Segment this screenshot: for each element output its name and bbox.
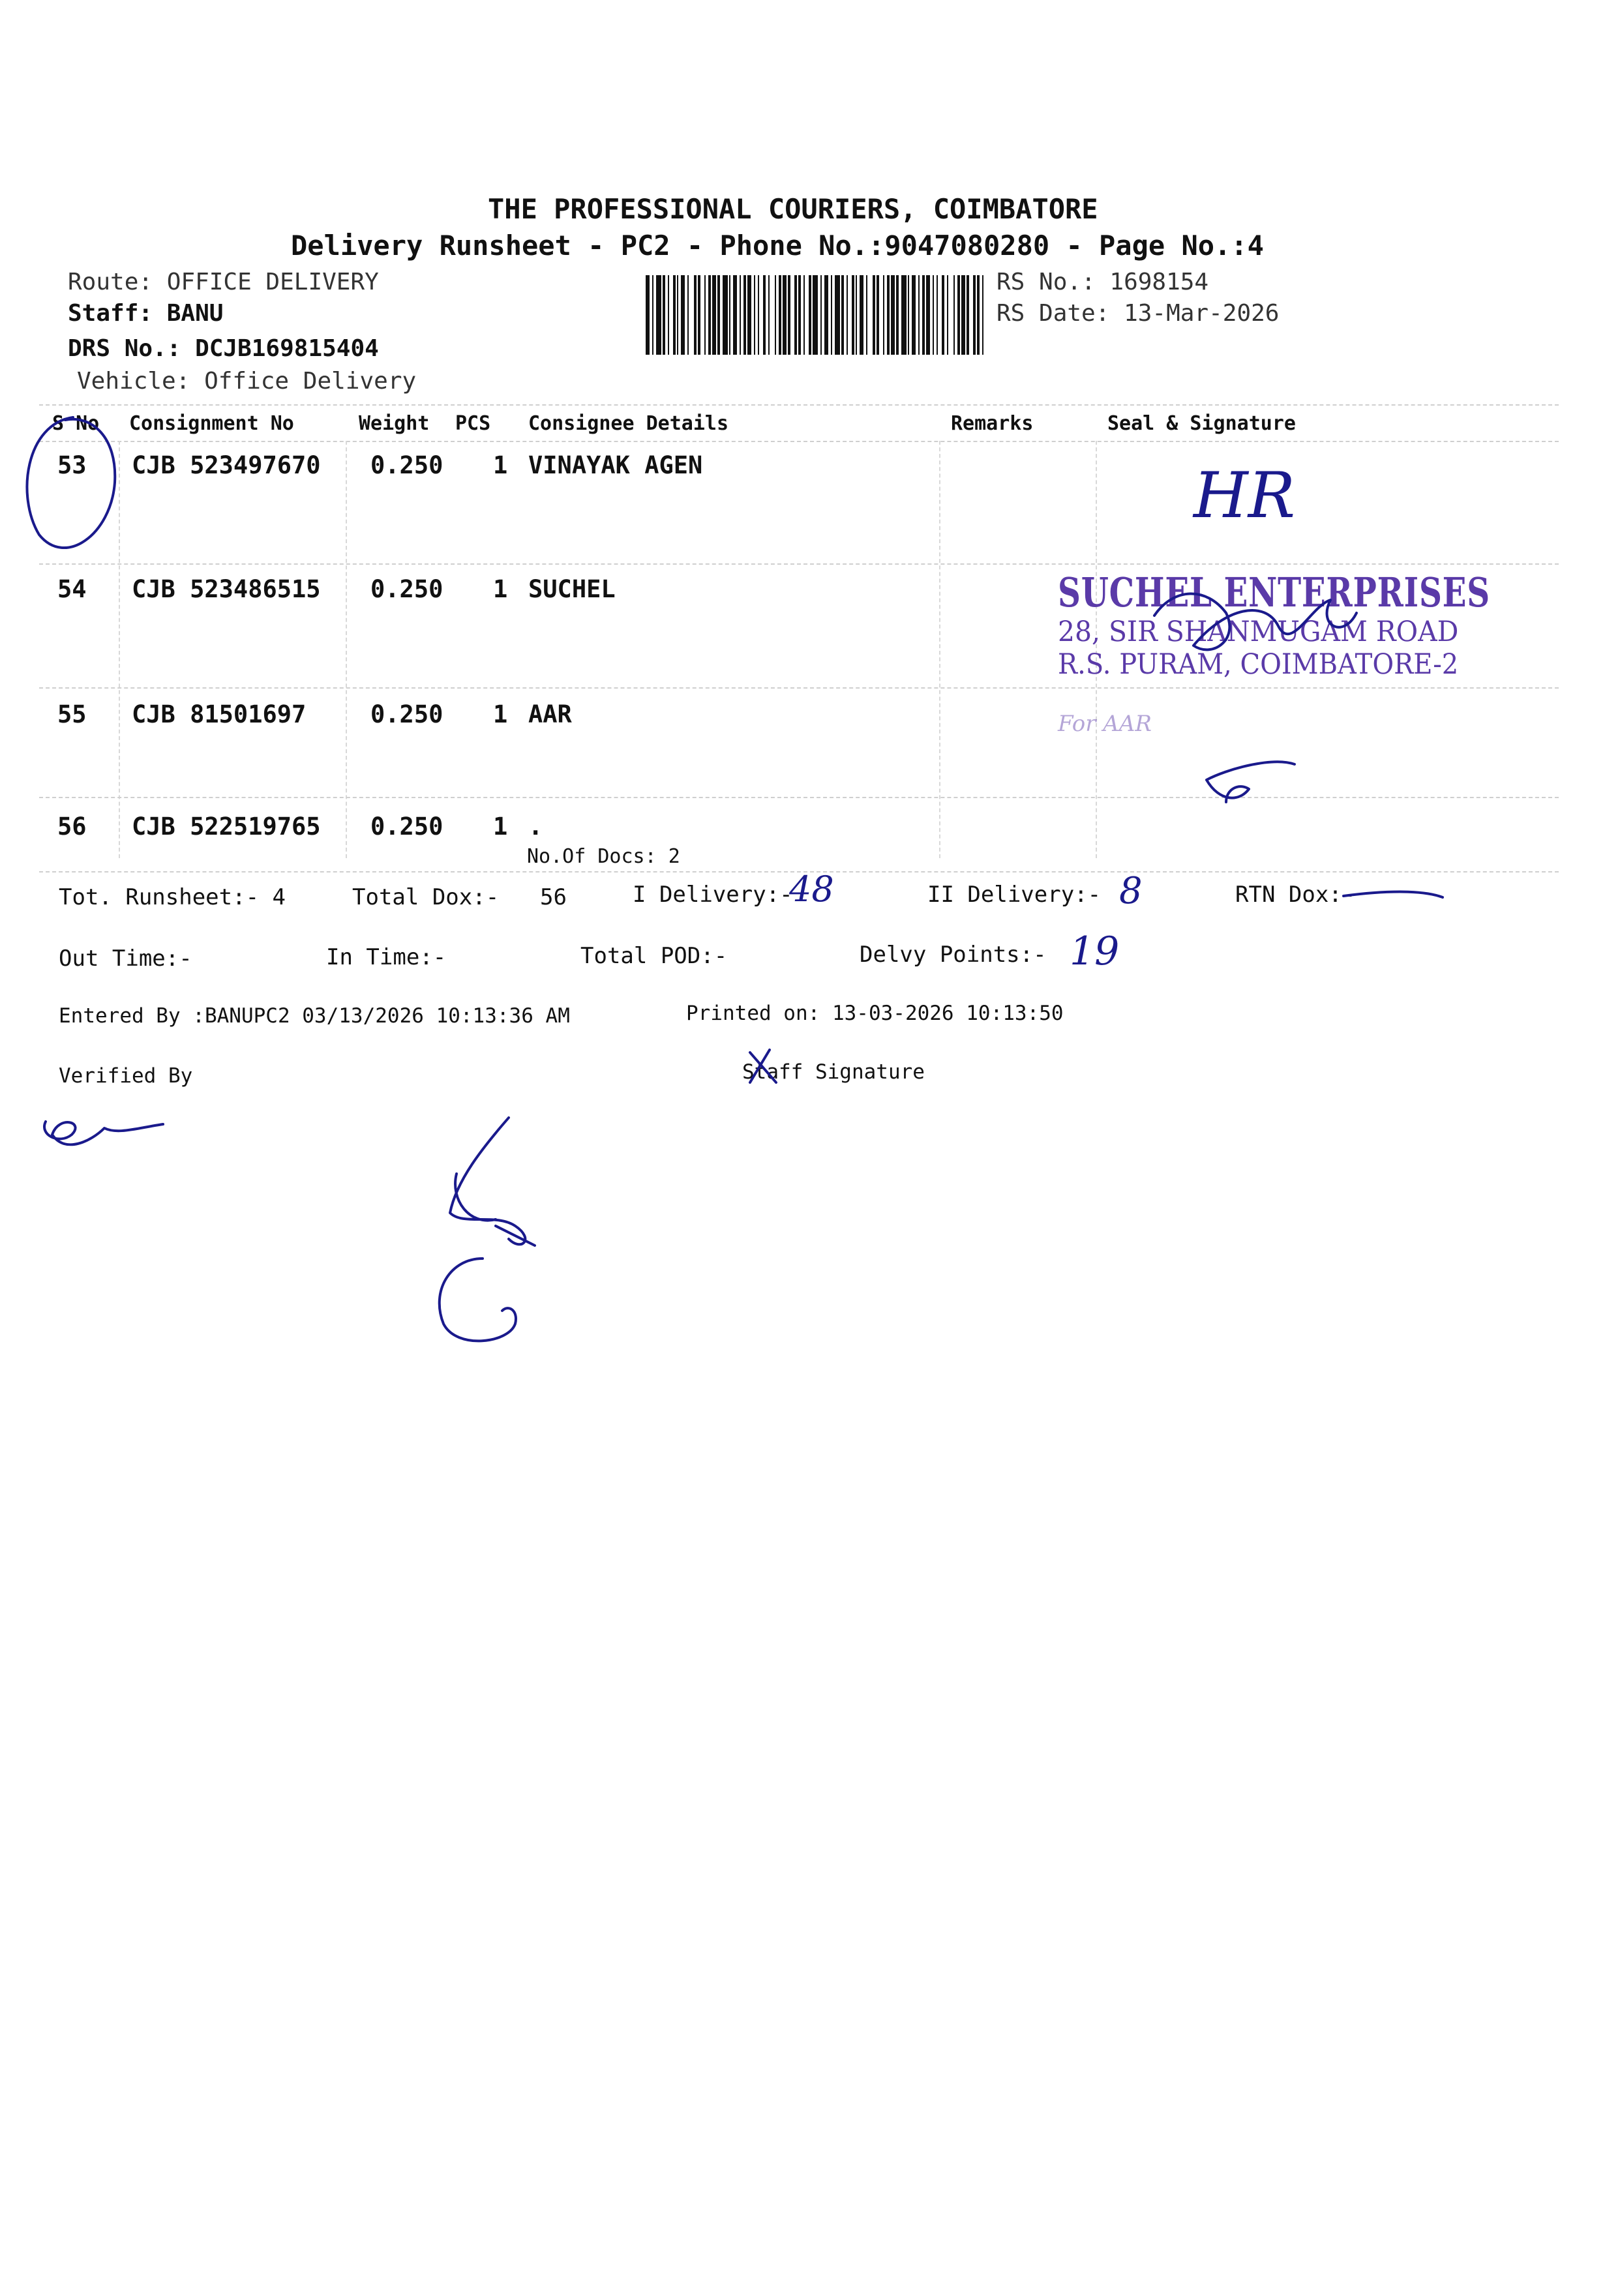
printed-on: Printed on: 13-03-2026 10:13:50 <box>686 1002 1064 1025</box>
company-name: THE PROFESSIONAL COURIERS, COIMBATORE <box>488 193 1098 225</box>
drs-number: DRS No.: DCJB169815404 <box>68 335 379 362</box>
row-weight: 0.250 <box>370 451 443 479</box>
row-pcs: 1 <box>493 700 508 728</box>
ii-delivery-handwritten: 8 <box>1119 870 1143 912</box>
stamp-line: R.S. PURAM, COIMBATORE-2 <box>1058 648 1459 681</box>
row53-handwritten-mark: HR <box>1193 459 1295 532</box>
runsheet-title: Delivery Runsheet - PC2 - Phone No.:9047080280 - Page No.:4 <box>291 230 1264 261</box>
row53-circle-mark <box>27 417 115 548</box>
staff-signature-label: Staff Signature <box>742 1060 925 1084</box>
staff-signature-mark <box>750 1050 776 1082</box>
docs-count: No.Of Docs: 2 <box>527 845 680 868</box>
row-weight: 0.250 <box>370 700 443 728</box>
row56-signature <box>1207 762 1295 802</box>
verified-by-label: Verified By <box>59 1064 193 1088</box>
row-consignee: VINAYAK AGEN <box>528 451 703 479</box>
delvy-points-label: Delvy Points:- <box>860 942 1047 968</box>
rs-number: RS No.: 1698154 <box>997 269 1209 295</box>
row-consignee: AAR <box>528 700 572 728</box>
row-pcs: 1 <box>493 451 508 479</box>
col-weight: Weight <box>359 412 430 435</box>
total-dox-value: 56 <box>540 884 567 910</box>
stamp-line: 28, SIR SHANMUGAM ROAD <box>1058 616 1459 648</box>
row54-signature <box>1154 593 1357 649</box>
row-sno: 53 <box>57 451 87 479</box>
entered-by: Entered By :BANUPC2 03/13/2026 10:13:36 AM <box>59 1004 570 1028</box>
in-time-label: In Time:- <box>326 944 447 970</box>
col-sno: S No <box>52 412 100 435</box>
delvy-points-handwritten: 19 <box>1070 929 1120 974</box>
row-weight: 0.250 <box>370 813 443 841</box>
row-pcs: 1 <box>493 575 508 603</box>
total-pod-label: Total POD:- <box>580 943 728 969</box>
col-pcs: PCS <box>455 412 491 435</box>
row-consignment: CJB 523497670 <box>132 451 321 479</box>
total-dox-label: Total Dox:- <box>352 884 500 910</box>
ii-delivery-label: II Delivery:- <box>927 882 1102 908</box>
stamp-line: SUCHEL ENTERPRISES <box>1058 569 1491 616</box>
row-consignee: . <box>528 813 543 841</box>
row-sno: 56 <box>57 813 87 841</box>
i-delivery-handwritten: 48 <box>789 869 834 910</box>
rtn-dox-dash-mark <box>1343 892 1443 898</box>
i-delivery-label: I Delivery:- <box>633 882 793 908</box>
row-weight: 0.250 <box>370 575 443 603</box>
verified-by-signature <box>44 1122 163 1144</box>
col-consignee: Consignee Details <box>528 412 729 435</box>
row-pcs: 1 <box>493 813 508 841</box>
row-consignment: CJB 522519765 <box>132 813 321 841</box>
col-remarks: Remarks <box>951 412 1034 435</box>
col-seal-signature: Seal & Signature <box>1107 412 1296 435</box>
out-time-label: Out Time:- <box>59 946 192 972</box>
route-label: Route: OFFICE DELIVERY <box>68 269 379 295</box>
row-consignee: SUCHEL <box>528 575 616 603</box>
staff-label: Staff: BANU <box>68 300 224 327</box>
large-signature <box>440 1118 535 1341</box>
stamp-line: For AAR <box>1058 711 1152 737</box>
row-sno: 54 <box>57 575 87 603</box>
row-consignment: CJB 81501697 <box>132 700 307 728</box>
row-sno: 55 <box>57 700 87 728</box>
vehicle-label: Vehicle: Office Delivery <box>77 368 417 395</box>
rs-date: RS Date: 13-Mar-2026 <box>997 300 1280 327</box>
tot-runsheet: Tot. Runsheet:- 4 <box>59 884 286 910</box>
rtn-dox-label: RTN Dox:- <box>1235 882 1356 908</box>
row-consignment: CJB 523486515 <box>132 575 321 603</box>
col-consignment: Consignment No <box>129 412 294 435</box>
